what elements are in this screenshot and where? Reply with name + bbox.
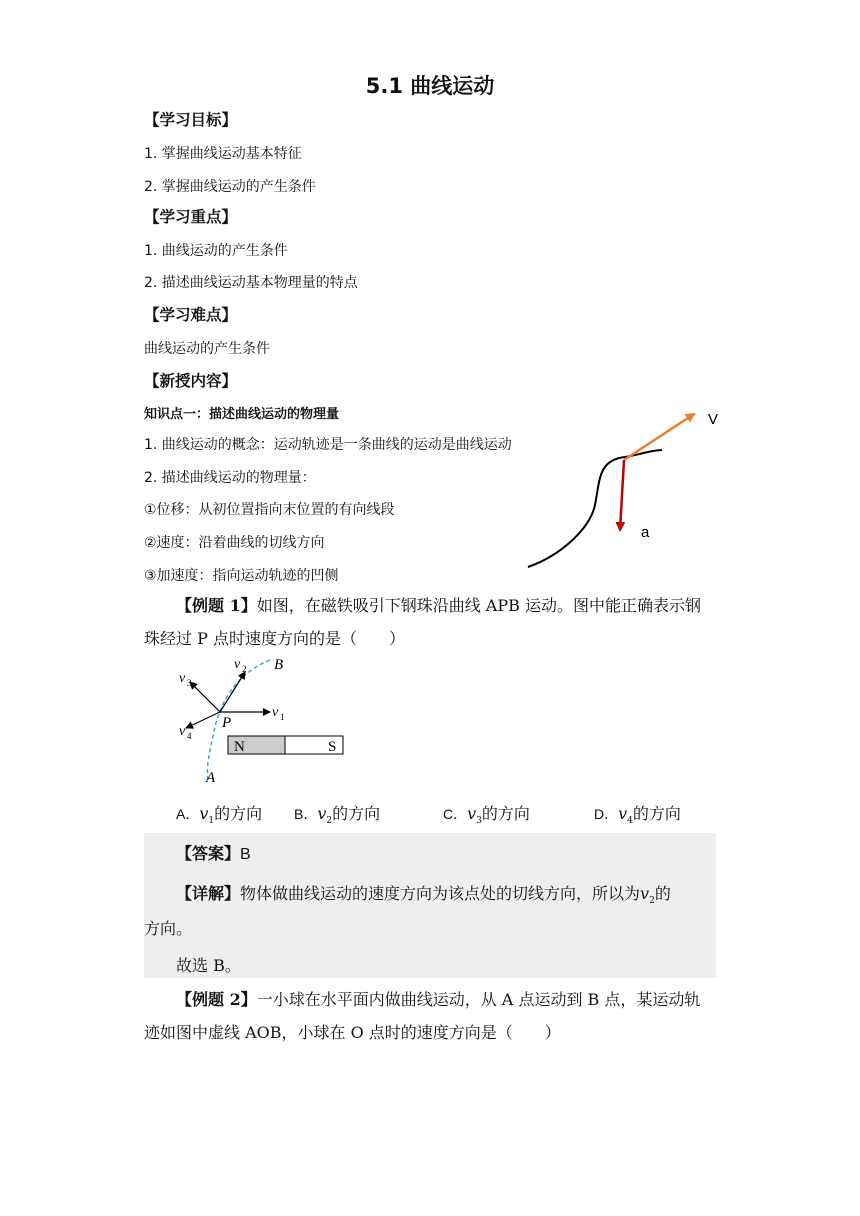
- example-1-line1: [176, 593, 701, 616]
- example-tag: 【例题 1】: [176, 596, 257, 615]
- detail-text: 物体做曲线运动的速度方向为该点处的切线方向，所以为: [240, 884, 641, 903]
- goal-item: 1. 掌握曲线运动基本特征: [144, 146, 302, 162]
- label-v2-sub: 2: [242, 664, 247, 674]
- example-2-line1: [176, 987, 700, 1010]
- label-P: P: [222, 715, 232, 731]
- velocity-label: V: [708, 411, 719, 428]
- trajectory-curve: [528, 450, 662, 567]
- label-v4: v: [179, 724, 186, 739]
- label-v3: v: [179, 671, 186, 686]
- vector-v2: [220, 672, 245, 712]
- knowledge-item: 2. 描述曲线运动的物理量：: [144, 470, 316, 486]
- acceleration-arrow: [620, 460, 624, 530]
- vector-v4: [186, 712, 220, 728]
- label-v2: v: [234, 657, 241, 672]
- detail-tail: 的: [654, 884, 671, 903]
- magnet-n-label: N: [234, 739, 245, 755]
- section-heading-difficulty: 【学习难点】: [144, 306, 238, 324]
- section-heading-key-points: 【学习重点】: [144, 208, 238, 226]
- answer-value: B: [240, 846, 251, 863]
- knowledge-item: ③加速度：指向运动轨迹的凹侧: [144, 568, 339, 584]
- velocity-arrow: [624, 414, 694, 460]
- label-B: B: [274, 657, 284, 673]
- acceleration-label: a: [641, 524, 650, 541]
- example-1-line2: 珠经过 P 点时速度方向的是（ ）: [144, 629, 405, 648]
- key-item: 1. 曲线运动的产生条件: [144, 243, 288, 259]
- label-v1: v: [272, 705, 279, 720]
- label-v3-sub: 3: [187, 678, 192, 688]
- answer-tag: 【答案】: [176, 844, 241, 863]
- magnet-s-label: S: [328, 739, 337, 755]
- difficulty-text: 曲线运动的产生条件: [144, 341, 270, 357]
- goal-item: 2. 掌握曲线运动的产生条件: [144, 179, 316, 195]
- detail-line2: 方向。: [144, 919, 193, 938]
- example-tag: 【例题 2】: [176, 990, 257, 1009]
- option-b: B．$v_2$的方向: [294, 804, 381, 827]
- answer-line: [176, 841, 251, 864]
- knowledge-point-title: 知识点一：描述曲线运动的物理量: [144, 407, 340, 422]
- detail-tag: 【详解】: [176, 884, 241, 903]
- section-heading-new-content: 【新授内容】: [144, 372, 238, 390]
- key-item: 2. 描述曲线运动基本物理量的特点: [144, 275, 358, 291]
- vector-v3: [190, 682, 220, 712]
- knowledge-item: 1. 曲线运动的概念：运动轨迹是一条曲线的运动是曲线运动: [144, 437, 512, 453]
- label-v4-sub: 4: [187, 731, 192, 741]
- magnet-figure: [170, 652, 355, 787]
- knowledge-item: ①位移：从初位置指向末位置的有向线段: [144, 502, 395, 518]
- section-heading-goals: 【学习目标】: [144, 111, 238, 129]
- detail-v: v: [640, 884, 650, 903]
- option-c: C．$v_3$的方向: [443, 804, 530, 827]
- label-A: A: [206, 770, 216, 786]
- example-2-line2: 迹如图中虚线 AOB，小球在 O 点时的速度方向是（ ）: [144, 1023, 561, 1042]
- curve-motion-figure: [520, 400, 730, 575]
- detail-line3: 故选 B。: [176, 956, 241, 975]
- label-v1-sub: 1: [280, 712, 285, 722]
- options-row: [176, 801, 716, 825]
- option-d: D．$v_4$的方向: [594, 804, 681, 827]
- option-a: A．$v_1$的方向: [176, 804, 263, 827]
- detail-line1: [176, 881, 671, 906]
- detail-v-sub: 2: [649, 896, 655, 907]
- example-text: 如图，在磁铁吸引下钢珠沿曲线 APB 运动。图中能正确表示钢: [256, 596, 701, 615]
- trajectory-dashed-curve: [207, 660, 270, 780]
- page-title: 5.1 曲线运动: [365, 74, 495, 98]
- knowledge-item: ②速度：沿着曲线的切线方向: [144, 535, 325, 551]
- example-text: 一小球在水平面内做曲线运动，从 A 点运动到 B 点，某运动轨: [256, 990, 701, 1009]
